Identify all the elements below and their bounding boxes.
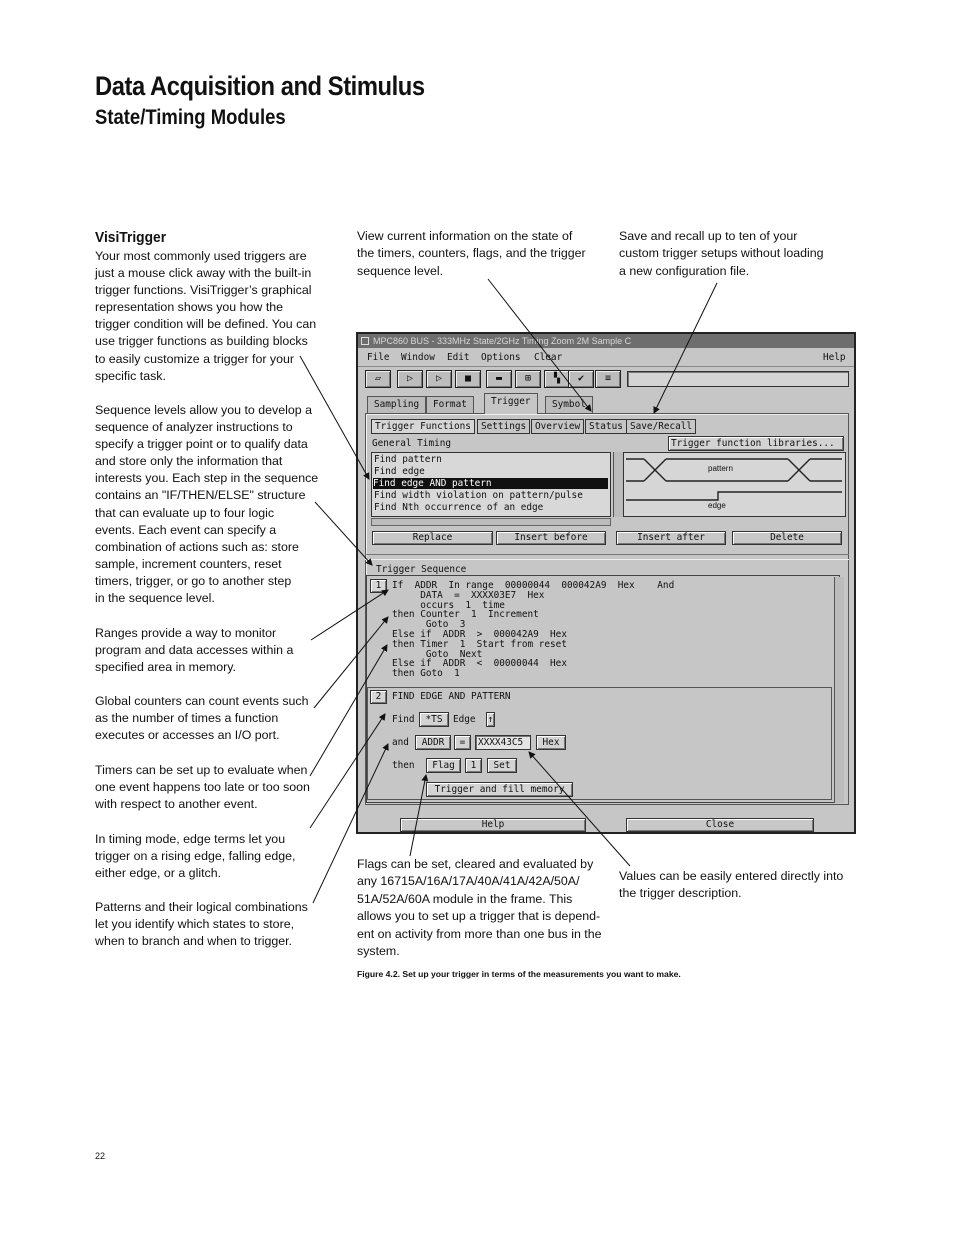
text-line: sequence of analyzer instructions to	[95, 420, 293, 435]
function-list-scrollbar[interactable]	[613, 452, 623, 517]
text-line: and store only the information that	[95, 454, 283, 469]
text-line: In timing mode, edge terms let you	[95, 832, 286, 846]
sequence-line[interactable]: then Counter 1 Increment	[392, 609, 539, 621]
text-line: specify a trigger point or to qualify data	[95, 437, 308, 452]
window-title: MPC860 BUS - 333MHz State/2GHz Timing Zoom 2M Sample C	[373, 336, 632, 346]
sequence-line[interactable]: Else if ADDR < 00000044 Hex	[392, 658, 567, 670]
tools-icon[interactable]: ≡	[595, 370, 621, 388]
callout-line: allows you to set up a trigger that is depend-	[357, 909, 601, 924]
callout-line: a new configuration file.	[619, 263, 750, 278]
tab-symbol[interactable]: Symbol	[545, 396, 593, 413]
and-label: and	[392, 737, 409, 748]
text-line: that can evaluate up to four logic	[95, 505, 275, 520]
menu-edit[interactable]: Edit	[447, 352, 470, 363]
set-button[interactable]: Set	[487, 758, 517, 773]
body-paragraph	[95, 625, 323, 676]
body-paragraph	[95, 762, 323, 813]
tab-overview[interactable]: Overview	[531, 419, 584, 434]
text-line: specified area in memory.	[95, 660, 236, 675]
text-line: interests you. Each step in the sequence	[95, 471, 319, 486]
menu-options[interactable]: Options	[481, 352, 521, 363]
waveform-preview-icon	[624, 453, 847, 518]
text-line: trigger on a rising edge, falling edge,	[95, 849, 296, 864]
sequence-line[interactable]: then Timer 1 Start from reset	[392, 638, 567, 650]
edge-select-button[interactable]: ↑	[487, 714, 494, 725]
callout-line: system.	[357, 944, 400, 959]
trigger-sequence-label: Trigger Sequence	[376, 564, 467, 575]
sequence-line[interactable]: DATA = XXXX03E7 Hex	[392, 589, 545, 601]
flag-button[interactable]: Flag	[426, 758, 461, 773]
list-item[interactable]: Find width violation on pattern/pulse	[374, 490, 583, 501]
text-line: Global counters can count events such	[95, 694, 309, 708]
text-line: use trigger functions as building blocks	[95, 334, 308, 349]
text-line: Sequence levels allow you to develop a	[95, 403, 312, 417]
text-line: in the sequence level.	[95, 591, 215, 606]
list-item[interactable]: Find pattern	[374, 454, 442, 465]
stop-icon[interactable]: ■	[455, 370, 481, 388]
text-line: events. Each event can specify a	[95, 522, 277, 537]
callout-line: sequence level.	[357, 263, 444, 278]
listing-icon[interactable]: ▬	[486, 370, 512, 388]
addr-button[interactable]: ADDR	[415, 735, 451, 750]
callout-line: View current information on the state of	[357, 229, 573, 243]
pattern-label: pattern	[708, 464, 733, 473]
general-timing-label: General Timing	[372, 438, 452, 449]
body-paragraph	[95, 831, 323, 882]
tab-trigger[interactable]: Trigger	[484, 393, 538, 414]
analyzer-window	[356, 332, 856, 834]
sequence-line[interactable]: Else if ADDR > 000042A9 Hex	[392, 629, 567, 640]
list-item[interactable]: Find edge	[374, 466, 425, 477]
waveform-icon[interactable]: ⊞	[515, 370, 541, 388]
function-preview	[623, 452, 846, 517]
callout-line: ent on activity from more than one bus in the	[357, 926, 602, 941]
section-heading: VisiTrigger	[95, 229, 167, 246]
level-2-button[interactable]: 2	[370, 690, 387, 704]
menu-clear[interactable]: Clear	[534, 352, 563, 363]
page-subtitle: State/Timing Modules	[95, 106, 286, 129]
check-icon[interactable]: ✔	[568, 370, 594, 388]
menu-help[interactable]: Help	[823, 352, 846, 363]
find-label: Find	[392, 714, 415, 725]
open-file-icon[interactable]: ▱	[365, 370, 391, 388]
text-line: sample, increment counters, reset	[95, 556, 282, 571]
text-line: program and data accesses within a	[95, 643, 294, 658]
tab-save-recall[interactable]: Save/Recall	[626, 419, 696, 434]
text-line: just a mouse click away with the built-in	[95, 266, 312, 281]
insert-after-button[interactable]: Insert after	[616, 531, 726, 545]
callout-line: any 16715A/16A/17A/40A/41A/42A/50A/	[357, 874, 580, 889]
sequence-line[interactable]: then Goto 1	[392, 668, 460, 680]
callout-save-recall	[619, 228, 824, 280]
help-button[interactable]: Help	[400, 818, 586, 832]
sequence-line[interactable]: Goto 3	[392, 619, 466, 631]
callout-line: Values can be easily entered directly into	[619, 869, 844, 883]
text-line: trigger functions. VisiTrigger’s graphical	[95, 283, 312, 298]
callout-flags	[357, 856, 602, 960]
text-line: Patterns and their logical combinations	[95, 900, 308, 914]
body-paragraph	[95, 402, 323, 607]
trigger-libraries-button[interactable]: Trigger function libraries...	[668, 436, 844, 451]
text-line: representation shows you how the	[95, 300, 284, 315]
then-label: then	[392, 760, 415, 771]
menu-window[interactable]: Window	[401, 352, 435, 363]
text-line: as the number of times a function	[95, 711, 279, 726]
text-line: timers, trigger, or go to another step	[95, 573, 292, 588]
text-line: executes or accesses an I/O port.	[95, 728, 280, 743]
tab-settings[interactable]: Settings	[477, 419, 530, 434]
text-line: Your most commonly used triggers are	[95, 249, 307, 263]
callout-line: the trigger description.	[619, 886, 742, 901]
insert-before-button[interactable]: Insert before	[496, 531, 606, 545]
text-line: with respect to another event.	[95, 797, 258, 812]
callout-status	[357, 228, 586, 280]
close-button[interactable]: Close	[626, 818, 814, 832]
text-line: contains an "IF/THEN/ELSE" structure	[95, 488, 306, 503]
delete-button[interactable]: Delete	[732, 531, 842, 545]
menubar	[358, 349, 854, 367]
text-line: trigger condition will be defined. You can	[95, 317, 317, 332]
callout-line: Save and recall up to ten of your	[619, 229, 798, 243]
callout-line: custom trigger setups without loading	[619, 246, 824, 261]
text-line: either edge, or a glitch.	[95, 866, 222, 881]
text-line: Ranges provide a way to monitor	[95, 626, 277, 640]
run-stop-icon[interactable]: ▷	[397, 370, 423, 388]
tab-trigger-functions[interactable]: Trigger Functions	[371, 419, 475, 434]
operator-button[interactable]: =	[454, 735, 471, 750]
sequence-line[interactable]: Goto Next	[392, 648, 483, 660]
text-line: combination of actions such as: store	[95, 539, 299, 554]
sequence-line[interactable]: If ADDR In range 00000044 000042A9 Hex And	[392, 580, 675, 591]
hex-button[interactable]: Hex	[536, 735, 566, 750]
trigger-action-button[interactable]: Trigger and fill memory	[426, 782, 573, 797]
body-paragraph	[95, 693, 323, 744]
tab-format[interactable]: Format	[426, 396, 474, 413]
run-icon[interactable]: ▷	[426, 370, 452, 388]
tab-status[interactable]: Status	[585, 419, 627, 434]
body-paragraph	[95, 248, 323, 385]
list-item[interactable]: Find Nth occurrence of an edge	[374, 502, 544, 513]
body-paragraph	[95, 899, 323, 950]
list-item-selected[interactable]: Find edge AND pattern	[373, 478, 608, 489]
window-menu-icon[interactable]	[361, 337, 369, 345]
page-number: 22	[95, 1151, 106, 1161]
menu-file[interactable]: File	[367, 352, 390, 363]
callout-line: Flags can be set, cleared and evaluated by	[357, 857, 594, 871]
edge-label: edge	[708, 501, 726, 510]
page-title: Data Acquisition and Stimulus	[95, 71, 425, 101]
text-line: to easily customize a trigger for your	[95, 351, 295, 366]
edge-label: Edge	[453, 714, 476, 725]
sequence-scrollbar[interactable]	[834, 577, 844, 803]
window-titlebar	[358, 334, 854, 348]
sequence-line[interactable]: occurs 1 time	[392, 599, 505, 611]
callout-line: the timers, counters, flags, and the trigger	[357, 246, 586, 261]
text-line: when to branch and when to trigger.	[95, 934, 293, 949]
text-line: let you identify which states to store,	[95, 917, 295, 932]
find-label-button[interactable]: *TS	[419, 712, 449, 727]
value-input[interactable]: XXXX43C5	[475, 735, 531, 750]
figure-caption: Figure 4.2. Set up your trigger in terms of the measurements you want to make.	[357, 969, 681, 979]
status-field	[627, 371, 849, 387]
level-1-button[interactable]: 1	[370, 579, 387, 593]
function-list	[371, 452, 611, 517]
chart-icon[interactable]: ▚	[544, 370, 570, 388]
callout-line: 51A/52A/60A module in the frame. This	[357, 891, 573, 906]
divider	[365, 554, 849, 560]
level-2-title: FIND EDGE AND PATTERN	[392, 691, 511, 702]
text-line: Timers can be set up to evaluate when	[95, 763, 308, 777]
text-line: one event happens too late or too soon	[95, 780, 310, 795]
tab-sampling[interactable]: Sampling	[367, 396, 426, 413]
text-line: specific task.	[95, 368, 166, 383]
function-list-hscrollbar[interactable]	[371, 518, 611, 526]
callout-values	[619, 868, 843, 903]
flag-number-button[interactable]: 1	[465, 758, 482, 773]
replace-button[interactable]: Replace	[372, 531, 493, 545]
